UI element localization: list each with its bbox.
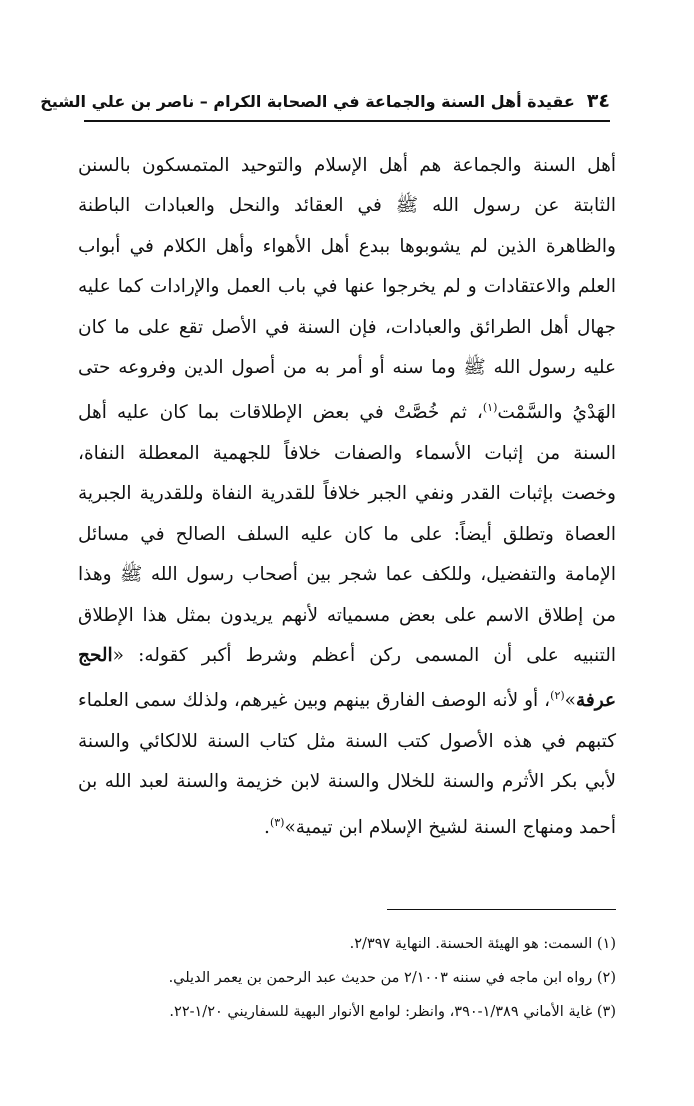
- footnote-3: (٣) غاية الأماني ١/٣٨٩-٣٩٠، وانظر: لوامع الأنوار البهية للسفاريني ١/٢٠-٢٢.: [169, 1004, 616, 1020]
- footnote-1: (١) السمت: هو الهيئة الحسنة. النهاية ٢/٣٩٧.: [349, 936, 616, 952]
- text-segment-2: ، ثم خُصَّتْ في بعض الإطلاقات بما كان عليه أهل السنة من إثبات الأسماء والصفات خلافاً للجهمية المعطلة النفاة، وخصت بإثبات القدر ونفي الجبر خلافاً للقدرية النفاة وللقدرية الجبرية العصاة وتطلق أيضاً: على ما كان عليه السلف الصالح في مسائل الإمامة والتفضيل، وللكف عما شجر بين أصحاب رسول الله ﷺ وهذا من إطلاق الاسم على بعض مسمياته لأنهم يريدون بمثل هذا الإطلاق التنبيه على أن المسمى ركن أعظم وشرط أكبر كقوله: «: [78, 402, 616, 667]
- footnote-ref-1: (١): [482, 401, 498, 415]
- main-text: [78, 146, 616, 848]
- footnote-ref-2: (٢): [550, 689, 565, 703]
- footnotes: [78, 927, 616, 1029]
- hadith-quote: الحج عرفة: [78, 645, 616, 712]
- text-segment-3: »: [564, 690, 576, 712]
- text-segment-1: أهل السنة والجماعة هم أهل الإسلام والتوحيد المتمسكون بالسنن الثابتة عن رسول الله ﷺ في العقائد والنحل والعبادات الباطنة والظاهرة الذين لم يشوبوها ببدع أهل الأهواء وأهل الكلام في أبواب العلم والاعتقادات و لم يخرجوا عنها في باب العمل والإرادات كما عليه جهال أهل الطرائق والعبادات، فإن السنة في الأصل تقع على ما كان عليه رسول الله ﷺ وما سنه أو أمر به من أصول الدين وفروعه حتى الهَدْيُ والسَّمْت: [78, 155, 617, 424]
- footnote-ref-3: (٣): [269, 815, 285, 829]
- footnote-2: (٢) رواه ابن ماجه في سننه ٢/١٠٠٣ من حديث عبد الرحمن بن يعمر الديلي.: [168, 970, 616, 986]
- footnote-separator: [387, 909, 616, 910]
- main-paragraph: [78, 146, 616, 848]
- text-segment-5: .: [264, 816, 270, 838]
- running-header: [40, 90, 610, 122]
- text-segment-4: ، أو لأنه الوصف الفارق بينهم وبين غيرهم، ولذلك سمى العلماء كتبهم في هذه الأصول كتب السنة مثل كتاب السنة للالكائي والسنة لأبي بكر الأثرم والسنة للخلال والسنة لابن خزيمة والسنة لعبد الله بن أحمد ومنهاج السنة لشيخ الإسلام ابن تيمية»: [78, 690, 616, 838]
- page-number: ٣٤: [586, 90, 610, 112]
- running-title: عقيدة أهل السنة والجماعة في الصحابة الكرام – ناصر بن علي الشيخ: [40, 92, 575, 111]
